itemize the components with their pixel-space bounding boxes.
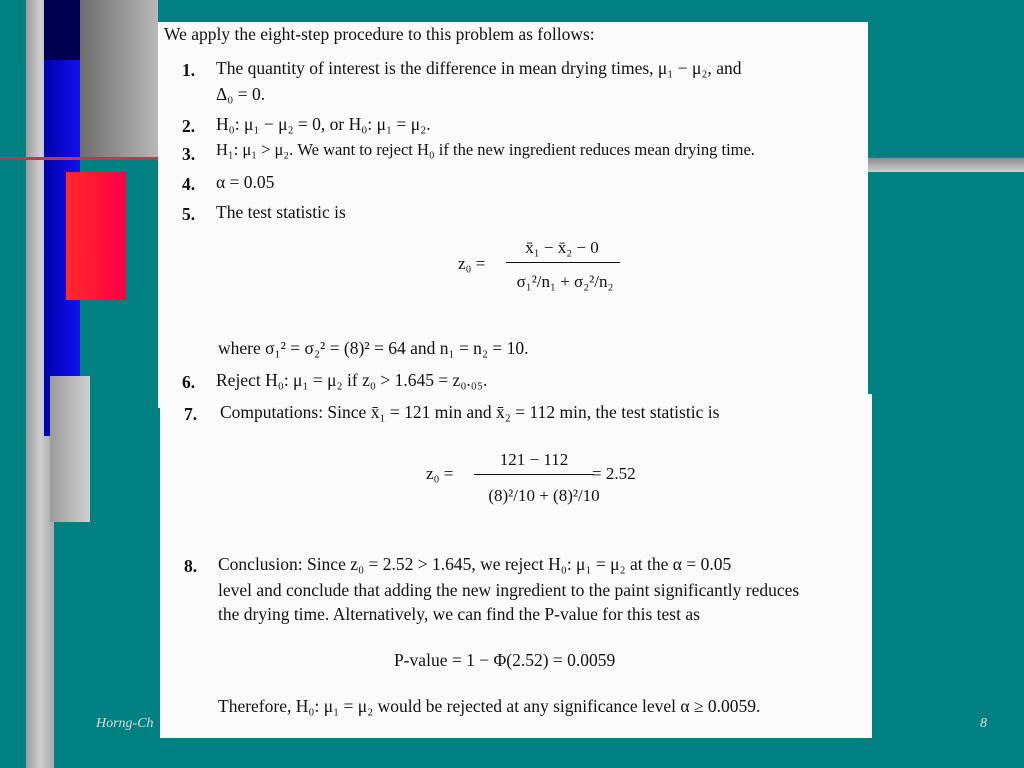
step-text: α = 0.05 xyxy=(216,172,275,192)
step-text: The quantity of interest is the difference in mean drying times, μ₁ − μ₂, and xyxy=(216,58,742,78)
pvalue-line: P-value = 1 − Φ(2.52) = 0.0059 xyxy=(394,650,616,670)
formula-denominator: σ₁²/n₁ + σ₂²/n₂ xyxy=(516,272,614,291)
where-line: where σ₁² = σ₂² = (8)² = 64 and n₁ = n₂ = 10. xyxy=(218,338,529,358)
step-number: 3. xyxy=(182,144,196,164)
conclusion-line: Therefore, H₀: μ₁ = μ₂ would be rejected at any significance level α ≥ 0.0059. xyxy=(218,696,761,716)
step-text: H₁: μ₁ > μ₂. We want to reject H₀ if the new ingredient reduces mean drying time. xyxy=(216,140,755,159)
formula-result: = 2.52 xyxy=(592,464,636,483)
step-text: H₀: μ₁ − μ₂ = 0, or H₀: μ₁ = μ₂. xyxy=(216,114,431,134)
formula-lhs: z₀ = xyxy=(426,464,454,483)
step-number: 4. xyxy=(182,174,196,194)
textbook-scan-top xyxy=(158,22,868,408)
step-text: Computations: Since x̄₁ = 121 min and x̄₂ = 112 min, the test statistic is xyxy=(220,402,720,422)
decor-gray-stripe xyxy=(868,158,1024,172)
step-text-cont: level and conclude that adding the new ingredient to the paint significantly reduces xyxy=(218,580,800,600)
step-text: Reject H₀: μ₁ = μ₂ if z₀ > 1.645 = z₀.₀₅. xyxy=(216,370,488,390)
decor-red-block xyxy=(66,172,126,300)
step-text: The test statistic is xyxy=(216,202,346,222)
decor-gray-block xyxy=(80,0,158,160)
step-text-cont: the drying time. Alternatively, we can find the P-value for this test as xyxy=(218,604,700,624)
fraction-bar xyxy=(474,474,594,475)
step-number: 5. xyxy=(182,204,196,224)
formula-numerator: x̄₁ − x̄₂ − 0 xyxy=(525,238,599,257)
decor-navy-block xyxy=(44,0,80,60)
step-number: 2. xyxy=(182,116,196,136)
step-text-cont: Δ₀ = 0. xyxy=(216,84,266,104)
step-number: 1. xyxy=(182,60,196,80)
formula-denominator: (8)²/10 + (8)²/10 xyxy=(488,486,600,505)
fraction-bar xyxy=(506,262,620,263)
step-text: Conclusion: Since z₀ = 2.52 > 1.645, we reject H₀: μ₁ = μ₂ at the α = 0.05 xyxy=(218,554,732,574)
formula-lhs: z₀ = xyxy=(458,254,486,273)
intro-text: We apply the eight-step procedure to this problem as follows: xyxy=(164,24,595,44)
decor-gray-low-block xyxy=(50,376,90,522)
footer-author: Horng-Ch xyxy=(96,716,154,731)
textbook-scan-bottom xyxy=(160,394,872,738)
step-number: 6. xyxy=(182,372,196,392)
step-number: 8. xyxy=(184,556,198,576)
formula-numerator: 121 − 112 xyxy=(499,450,569,469)
page-number: 8 xyxy=(980,716,987,731)
step-number: 7. xyxy=(184,404,198,424)
